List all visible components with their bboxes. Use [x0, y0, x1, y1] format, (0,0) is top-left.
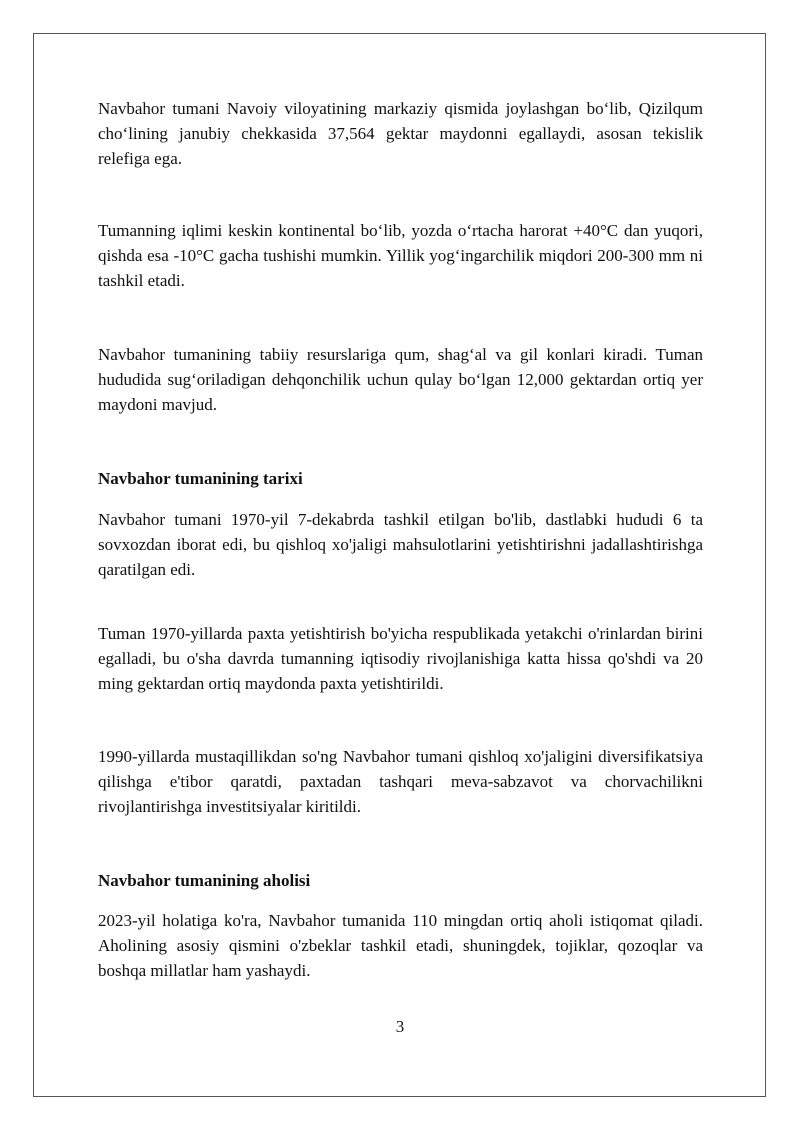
- paragraph-independence: 1990-yillarda mustaqillikdan so'ng Navbahor tumani qishloq xo'jaligini diversifikatsiya qilishga e'tibor qaratdi, paxtadan tashqari meva-sabzavot va chorvachilikni rivojlantirishga investitsiyalar kiritildi.: [98, 747, 703, 816]
- paragraph-resources: Navbahor tumanining tabiiy resurslariga qum, shag‘al va gil konlari kiradi. Tuman hududida sug‘oriladigan dehqonchilik uchun qulay bo‘lgan 12,000 gektardan ortiq yer maydoni mavjud.: [98, 345, 703, 414]
- paragraph-location: Navbahor tumani Navoiy viloyatining markaziy qismida joylashgan bo‘lib, Qizilqum cho‘lining janubiy chekkasida 37,564 gektar maydonni egallaydi, asosan tekislik relefiga ega.: [98, 99, 703, 168]
- paragraph-climate: Tumanning iqlimi keskin kontinental bo‘lib, yozda o‘rtacha harorat +40°C dan yuqori, qishda esa -10°C gacha tushishi mumkin. Yillik yog‘ingarchilik miqdori 200-300 mm ni tashkil etadi.: [98, 221, 703, 290]
- paragraph-population: 2023-yil holatiga ko'ra, Navbahor tumanida 110 mingdan ortiq aholi istiqomat qiladi. Aholining asosiy qismini o'zbeklar tashkil etadi, shuningdek, tojiklar, qozoqlar va boshqa millatlar ham yashaydi.: [98, 911, 703, 980]
- page-number: 3: [395, 1017, 405, 1036]
- heading-population: Navbahor tumanining aholisi: [98, 871, 311, 890]
- paragraph-cotton: Tuman 1970-yillarda paxta yetishtirish bo'yicha respublikada yetakchi o'rinlardan birini egalladi, bu o'sha davrda tumanning iqtisodiy rivojlanishiga katta hissa qo'shdi va 20 ming gektardan ortiq maydonda paxta yetishtirildi.: [98, 624, 703, 693]
- paragraph-founding: Navbahor tumani 1970-yil 7-dekabrda tashkil etilgan bo'lib, dastlabki hududi 6 ta sovxozdan iborat edi, bu qishloq xo'jaligi mahsulotlarini yetishtirishni jadallashtirishga qaratilgan edi.: [98, 510, 703, 579]
- heading-history: Navbahor tumanining tarixi: [98, 469, 303, 488]
